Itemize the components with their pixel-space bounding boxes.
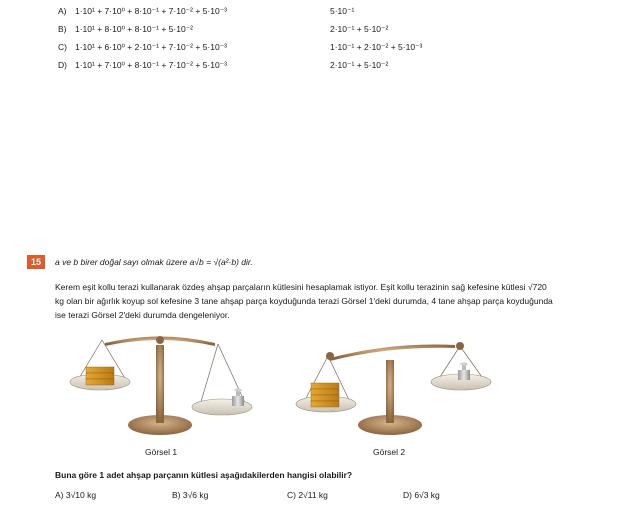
scale-2-wood-stack — [311, 383, 339, 407]
question-number-badge: 15 — [27, 255, 45, 269]
scale-2-pillar — [386, 360, 394, 423]
scale-1-pillar — [156, 345, 164, 423]
option-letter: C) — [58, 42, 67, 52]
scale-2-metal-weight — [458, 363, 470, 381]
scale-1-metal-weight — [232, 389, 244, 407]
caption-gorsel-2: Görsel 2 — [373, 447, 406, 457]
option-right-expression: 5·10⁻¹ — [330, 6, 355, 16]
answer-c[interactable]: C) 2√11 kg — [287, 490, 328, 500]
option-left-expression: 1·10¹ + 8·10⁰ + 8·10⁻¹ + 5·10⁻² — [75, 24, 193, 34]
scale-2-beam — [330, 345, 455, 361]
option-left-expression: 1·10¹ + 7·10⁰ + 8·10⁻¹ + 7·10⁻² + 5·10⁻³ — [75, 60, 227, 70]
option-letter: D) — [58, 60, 67, 70]
scale-1 — [70, 336, 252, 435]
question-prompt: Buna göre 1 adet ahşap parçanın kütlesi aşağıdakilerden hangisi olabilir? — [55, 470, 353, 480]
question-body: Kerem eşit kollu terazi kullanarak özdeş ahşap parçaların kütlesini hesaplamak istiyor. Eşit kollu terazinin sağ kefesine kütlesi √720 kg olan bir ağırlık koyup sol kefesine 3 tane ahşap parça koyduğunda terazi Görsel 1'deki durumda, 4 tane ahşap parça koyduğunda ise terazi Görsel 2'deki durumda dengeleniyor. — [55, 282, 553, 320]
option-left-expression: 1·10¹ + 6·10⁰ + 2·10⁻¹ + 7·10⁻² + 5·10⁻³ — [75, 42, 227, 52]
scale-2 — [296, 342, 491, 435]
option-letter: B) — [58, 24, 67, 34]
option-right-expression: 2·10⁻¹ + 5·10⁻² — [330, 60, 389, 70]
question-intro: a ve b birer doğal sayı olmak üzere a√b = √(a²·b) dir. — [55, 257, 253, 267]
answer-d[interactable]: D) 6√3 kg — [403, 490, 440, 500]
option-right-expression: 2·10⁻¹ + 5·10⁻² — [330, 24, 389, 34]
option-letter: A) — [58, 6, 67, 16]
answer-b[interactable]: B) 3√6 kg — [172, 490, 209, 500]
caption-gorsel-1: Görsel 1 — [145, 447, 178, 457]
scale-1-wood-stack — [86, 367, 114, 385]
option-right-expression: 1·10⁻¹ + 2·10⁻² + 5·10⁻³ — [330, 42, 423, 52]
option-left-expression: 1·10¹ + 7·10⁰ + 8·10⁻¹ + 7·10⁻² + 5·10⁻³ — [75, 6, 227, 16]
answer-a[interactable]: A) 3√10 kg — [55, 490, 97, 500]
